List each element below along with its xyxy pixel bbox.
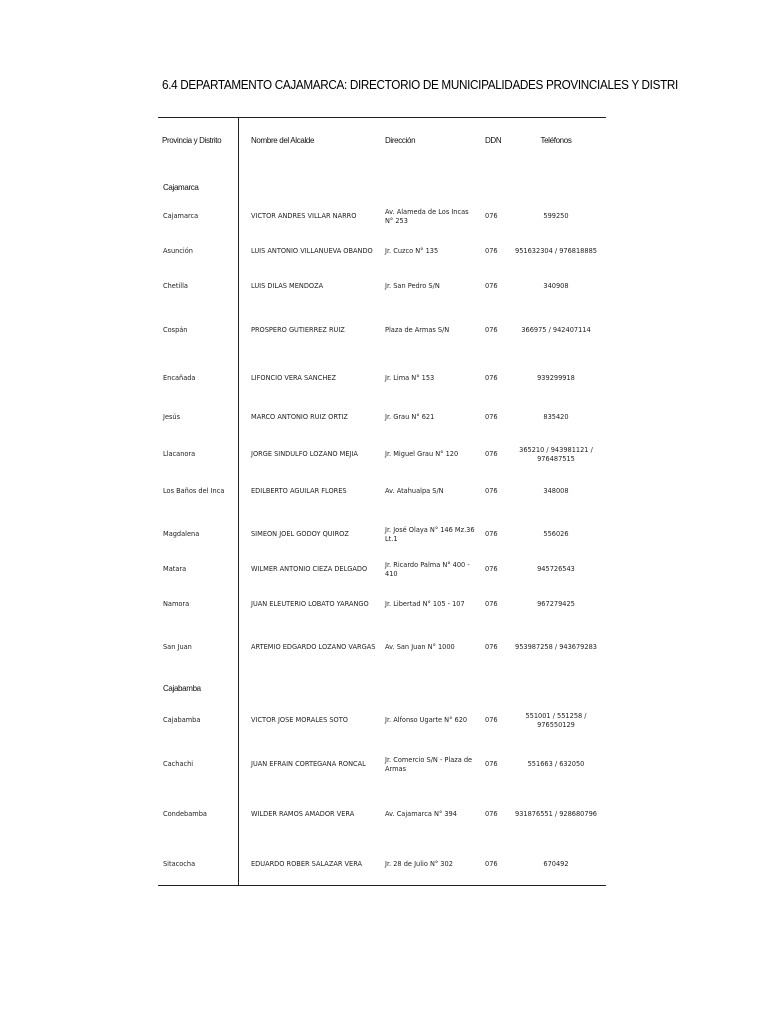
cell-direccion: Jr. Comercio S/N - Plaza de Armas xyxy=(385,755,473,773)
table-row xyxy=(158,405,606,431)
cell-alcalde: EDILBERTO AGUILAR FLORES xyxy=(251,487,347,496)
cell-telefonos: 670492 xyxy=(543,860,569,869)
table-top-rule xyxy=(158,117,606,118)
cell-telefonos: 967279425 xyxy=(537,600,575,609)
cell-telefonos: 951632304 / 976818885 xyxy=(515,247,597,256)
cell-distrito: Cachachi xyxy=(163,760,194,769)
cell-alcalde: WILDER RAMOS AMADOR VERA xyxy=(251,810,355,819)
cell-telefonos: 551001 / 551258 / 976550129 xyxy=(525,711,587,729)
cell-ddn: 076 xyxy=(485,247,498,256)
cell-ddn: 076 xyxy=(485,530,498,539)
header-ddn: DDN xyxy=(485,136,502,145)
cell-telefonos: 953987258 / 943679283 xyxy=(515,643,597,652)
table-row xyxy=(158,204,606,230)
table-row xyxy=(158,592,606,618)
cell-distrito: Cajabamba xyxy=(163,716,201,725)
section-heading: Cajabamba xyxy=(163,684,201,693)
cell-telefonos: 939299918 xyxy=(537,374,575,383)
table-row xyxy=(158,635,606,661)
cell-direccion: Plaza de Armas S/N xyxy=(385,326,450,335)
table-row xyxy=(158,708,606,734)
table-bottom-rule xyxy=(158,885,606,886)
cell-alcalde: LUIS ANTONIO VILLANUEVA OBANDO xyxy=(251,247,373,256)
cell-telefonos: 340908 xyxy=(543,282,569,291)
cell-distrito: Jesús xyxy=(163,413,181,422)
cell-direccion: Jr. Alfonso Ugarte N° 620 xyxy=(385,716,468,725)
cell-distrito: Namora xyxy=(163,600,190,609)
cell-alcalde: LIFONCIO VERA SANCHEZ xyxy=(251,374,336,383)
cell-telefonos: 365210 / 943981121 / 976487515 xyxy=(519,445,593,463)
cell-ddn: 076 xyxy=(485,413,498,422)
cell-direccion: Av. Alameda de Los Incas N° 253 xyxy=(385,207,469,225)
cell-distrito: Cospán xyxy=(163,326,188,335)
cell-alcalde: PROSPERO GUTIERREZ RUIZ xyxy=(251,326,345,335)
cell-ddn: 076 xyxy=(485,326,498,335)
cell-direccion: Jr. Lima N° 153 xyxy=(385,374,435,383)
cell-distrito: Condebamba xyxy=(163,810,207,819)
cell-alcalde: EDUARDO ROBER SALAZAR VERA xyxy=(251,860,363,869)
cell-ddn: 076 xyxy=(485,716,498,725)
cell-direccion: Av. San Juan N° 1000 xyxy=(385,643,455,652)
table-row xyxy=(158,522,606,548)
cell-ddn: 076 xyxy=(485,450,498,459)
cell-direccion: Jr. Libertad N° 105 - 107 xyxy=(385,600,465,609)
cell-distrito: San Juan xyxy=(163,643,192,652)
header-telefonos: Teléfonos xyxy=(540,136,572,145)
table-row xyxy=(158,239,606,265)
table-row xyxy=(158,752,606,778)
cell-alcalde: LUIS DILAS MENDOZA xyxy=(251,282,324,291)
cell-alcalde: VICTOR ANDRES VILLAR NARRO xyxy=(251,212,357,221)
cell-telefonos: 556026 xyxy=(543,530,569,539)
section-heading: Cajamarca xyxy=(163,183,199,192)
cell-direccion: Jr. Grau N° 621 xyxy=(385,413,435,422)
cell-distrito: Cajamarca xyxy=(163,212,199,221)
cell-distrito: Encañada xyxy=(163,374,196,383)
cell-ddn: 076 xyxy=(485,860,498,869)
cell-alcalde: VICTOR JOSE MORALES SOTO xyxy=(251,716,348,725)
cell-ddn: 076 xyxy=(485,760,498,769)
cell-ddn: 076 xyxy=(485,487,498,496)
header-alcalde: Nombre del Alcalde xyxy=(251,136,315,145)
cell-telefonos: 835420 xyxy=(543,413,569,422)
directory-table xyxy=(158,117,606,886)
cell-direccion: Jr. Cuzco N° 135 xyxy=(385,247,439,256)
cell-telefonos: 945726543 xyxy=(537,565,575,574)
cell-ddn: 076 xyxy=(485,374,498,383)
cell-distrito: Los Baños del Inca xyxy=(163,487,225,496)
cell-ddn: 076 xyxy=(485,810,498,819)
page-title: 6.4 DEPARTAMENTO CAJAMARCA: DIRECTORIO DE MUNICIPALIDADES PROVINCIALES Y DISTRI xyxy=(162,78,678,92)
header-direccion: Dirección xyxy=(385,136,416,145)
cell-distrito: Magdalena xyxy=(163,530,200,539)
table-row xyxy=(158,852,606,878)
table-row xyxy=(158,366,606,392)
cell-ddn: 076 xyxy=(485,600,498,609)
cell-direccion: Jr. San Pedro S/N xyxy=(385,282,440,291)
cell-distrito: Sitacocha xyxy=(163,860,196,869)
cell-direccion: Jr. Miguel Grau N° 120 xyxy=(385,450,459,459)
cell-alcalde: WILMER ANTONIO CIEZA DELGADO xyxy=(251,565,368,574)
cell-telefonos: 366975 / 942407114 xyxy=(521,326,591,335)
cell-alcalde: JUAN ELEUTERIO LOBATO YARANGO xyxy=(251,600,369,609)
table-row xyxy=(158,557,606,583)
cell-ddn: 076 xyxy=(485,643,498,652)
cell-telefonos: 551663 / 632050 xyxy=(527,760,585,769)
cell-distrito: Asunción xyxy=(163,247,193,256)
cell-alcalde: SIMEON JOEL GODOY QUIROZ xyxy=(251,530,349,539)
cell-direccion: Jr. José Olaya N° 146 Mz.36 Lt.1 xyxy=(385,525,475,543)
cell-direccion: Av. Cajamarca N° 394 xyxy=(385,810,457,819)
table-row xyxy=(158,318,606,344)
cell-distrito: Llacanora xyxy=(163,450,196,459)
cell-direccion: Av. Atahualpa S/N xyxy=(385,487,444,496)
cell-ddn: 076 xyxy=(485,212,498,221)
cell-telefonos: 599250 xyxy=(543,212,569,221)
cell-direccion: Jr. Ricardo Palma N° 400 - 410 xyxy=(385,560,470,578)
cell-telefonos: 931876551 / 928680796 xyxy=(515,810,597,819)
cell-ddn: 076 xyxy=(485,565,498,574)
cell-alcalde: JORGE SINDULFO LOZANO MEJIA xyxy=(251,450,358,459)
table-row xyxy=(158,274,606,300)
table-header xyxy=(158,136,606,148)
cell-direccion: Jr. 28 de Julio N° 302 xyxy=(385,860,453,869)
cell-alcalde: MARCO ANTONIO RUIZ ORTIZ xyxy=(251,413,348,422)
header-provincia: Provincia y Distrito xyxy=(162,136,222,145)
table-row xyxy=(158,479,606,505)
cell-distrito: Matara xyxy=(163,565,187,574)
cell-ddn: 076 xyxy=(485,282,498,291)
table-row xyxy=(158,802,606,828)
table-row xyxy=(158,442,606,468)
cell-alcalde: ARTEMIO EDGARDO LOZANO VARGAS xyxy=(251,643,376,652)
cell-telefonos: 348008 xyxy=(543,487,569,496)
cell-alcalde: JUAN EFRAIN CORTEGANA RONCAL xyxy=(251,760,366,769)
cell-distrito: Chetilla xyxy=(163,282,188,291)
